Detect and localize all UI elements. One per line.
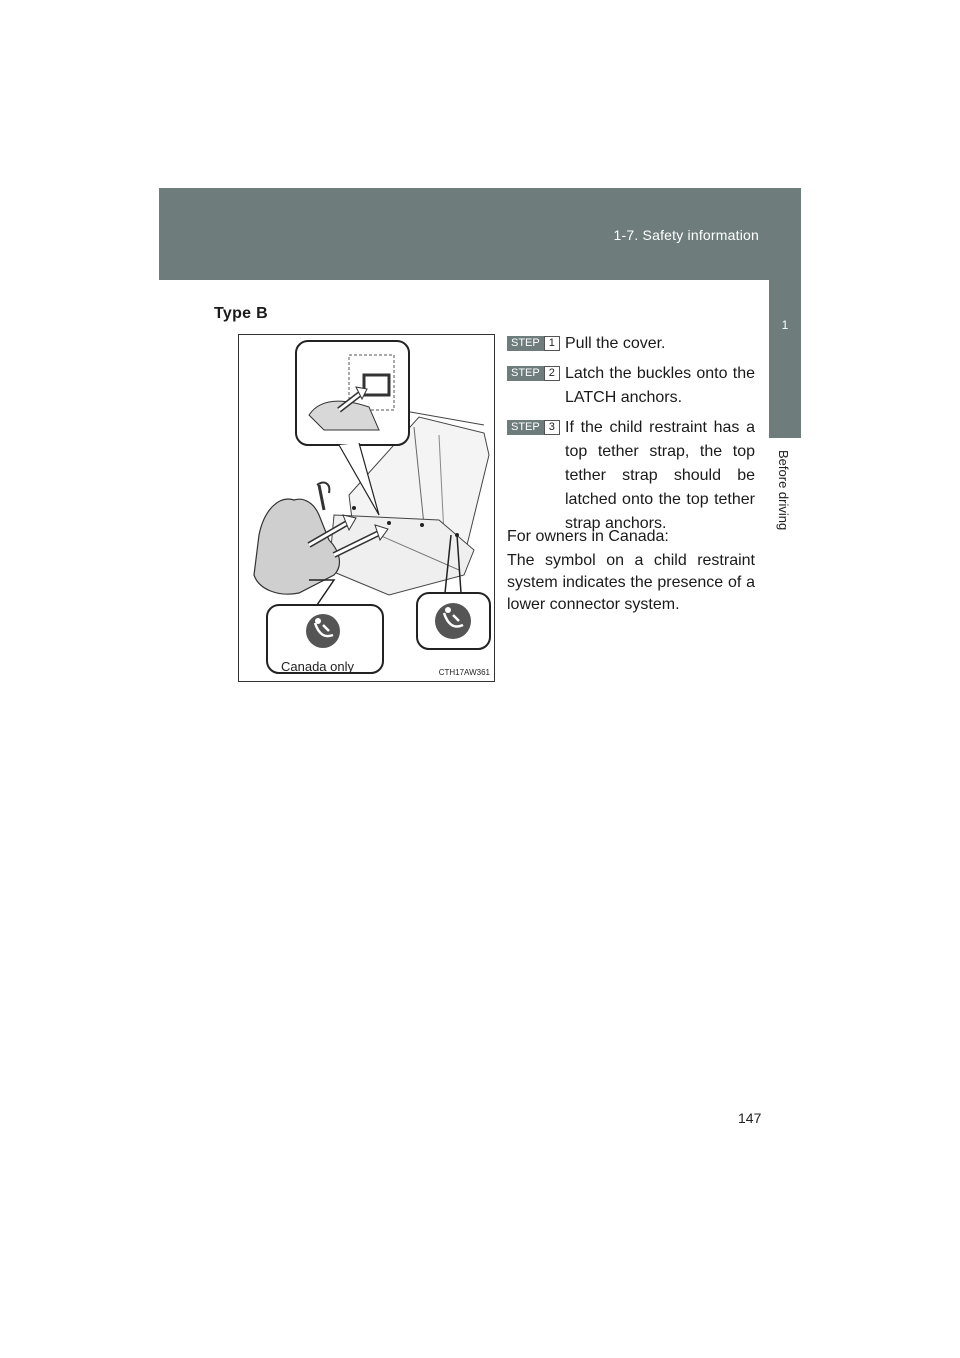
figure-illustration <box>238 334 495 682</box>
step-badge <box>507 420 560 435</box>
step-badge-number: 1 <box>544 336 560 351</box>
step-badge-label: STEP <box>507 336 544 351</box>
step-text: If the child restraint has a top tether strap, the top tether strap should be latched onto the top tether strap anchors. <box>565 419 755 532</box>
step-item <box>507 332 755 356</box>
child-seat-illustration <box>239 335 496 683</box>
step-list <box>507 332 755 542</box>
step-item <box>507 416 755 536</box>
canada-intro: For owners in Canada: <box>507 528 669 545</box>
step-badge <box>507 336 560 351</box>
step-item <box>507 362 755 410</box>
figure-caption: Canada only <box>281 659 354 674</box>
section-title: 1-7. Safety information <box>613 227 759 243</box>
step-badge-number: 3 <box>544 420 560 435</box>
step-badge-label: STEP <box>507 420 544 435</box>
step-badge-label: STEP <box>507 366 544 381</box>
chapter-tab-number: 1 <box>781 318 789 332</box>
step-badge <box>507 366 560 381</box>
step-text: Pull the cover. <box>565 335 666 352</box>
chapter-tab <box>769 280 801 438</box>
step-text: Latch the buckles onto the LATCH anchors. <box>565 365 755 406</box>
canada-text: The symbol on a child restraint system indicates the presence of a lower connector system. <box>507 552 755 613</box>
figure-code: CTH17AW361 <box>438 668 490 677</box>
type-heading: Type B <box>214 305 268 322</box>
chapter-label: Before driving <box>776 450 791 531</box>
page-number: 147 <box>738 1110 762 1126</box>
step-badge-number: 2 <box>544 366 560 381</box>
header-band <box>159 188 801 280</box>
